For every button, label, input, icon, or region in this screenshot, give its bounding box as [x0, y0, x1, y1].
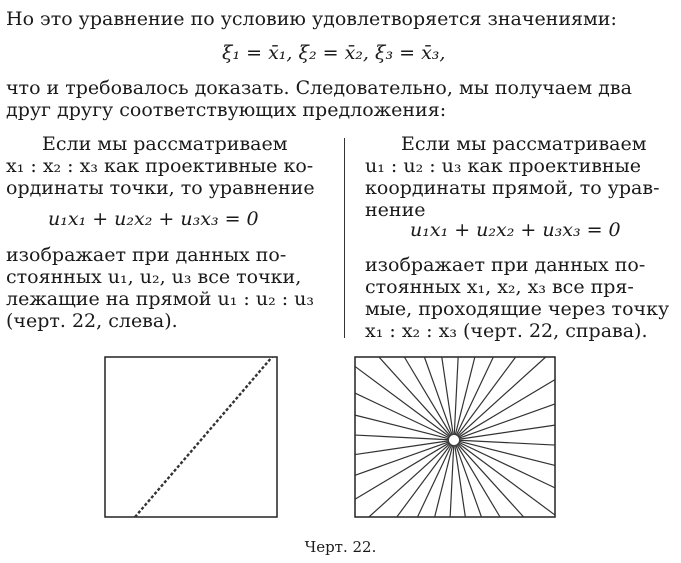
- pencil-line: [459, 404, 555, 438]
- right-line-2: u₁ : u₂ : u₃ как проективные: [365, 155, 641, 177]
- pencil-line: [417, 445, 451, 517]
- pencil-line: [454, 357, 458, 435]
- pencil-line: [355, 443, 450, 500]
- pencil-line: [397, 444, 451, 517]
- right-column-lower: [365, 254, 677, 342]
- left-line-4: изображает при данных по-: [6, 244, 287, 266]
- left-formula: u₁x₁ + u₂x₂ + u₃x₃ = 0: [48, 208, 259, 230]
- right-line-7: мые, проходящие через точку: [365, 298, 670, 320]
- figure-left-line: [104, 356, 286, 520]
- pencil-line: [458, 357, 546, 437]
- pencil-line: [459, 442, 555, 488]
- right-line-6: стоянных x₁, x₂, x₃ все пря-: [365, 276, 634, 298]
- formula-values: ξ₁ = x̄₁, ξ₂ = x̄₂, ξ₃ = x̄₃,: [222, 42, 446, 64]
- right-line-4: нение: [365, 199, 426, 221]
- left-line-3: ординаты точки, то уравнение: [6, 177, 315, 199]
- conclusion-line-1: что и требовалось доказать. Следовательно, мы получаем два: [6, 77, 632, 99]
- pencil-line: [457, 444, 500, 517]
- pencil-line: [404, 357, 451, 436]
- left-line-6: лежащие на прямой u₁ : u₂ : u₃: [6, 288, 315, 310]
- line-of-points: [135, 357, 272, 517]
- right-line-8: x₁ : x₂ : x₃ (черт. 22, справа).: [365, 320, 648, 342]
- right-line-3: координаты прямой, то урав-: [365, 177, 660, 199]
- left-line-7: (черт. 22, слева).: [6, 310, 178, 332]
- pencil-line: [459, 425, 555, 439]
- right-column: [365, 133, 677, 221]
- figure-caption: Черт. 22.: [304, 538, 377, 556]
- left-line-1: Если мы рассматриваем: [42, 133, 288, 155]
- right-formula: u₁x₁ + u₂x₂ + u₃x₃ = 0: [410, 219, 621, 241]
- conclusion-line-2: друг другу соответствующих предложения:: [6, 99, 447, 121]
- pencil-line: [355, 441, 449, 455]
- left-frame: [105, 357, 277, 517]
- figure-right-pencil: [354, 356, 560, 520]
- pencil-line: [450, 445, 454, 517]
- right-line-1: Если мы рассматриваем: [401, 133, 647, 155]
- pencil-of-lines: [355, 357, 555, 517]
- pencil-line: [355, 393, 449, 438]
- left-line-2: x₁ : x₂ : x₃ как проективные ко-: [6, 155, 314, 177]
- pencil-line: [355, 442, 449, 476]
- pencil-line: [369, 443, 450, 517]
- pencil-line: [456, 357, 493, 435]
- column-divider: [344, 138, 345, 338]
- left-line-5: стоянных u₁, u₂, u₃ все точки,: [6, 266, 302, 288]
- left-column-lower: [6, 244, 332, 332]
- left-column: [6, 133, 332, 199]
- pencil-line: [457, 357, 516, 436]
- right-line-5: изображает при данных по-: [365, 254, 646, 276]
- intro-line: Но это уравнение по условию удовлетворяется значениями:: [6, 8, 617, 30]
